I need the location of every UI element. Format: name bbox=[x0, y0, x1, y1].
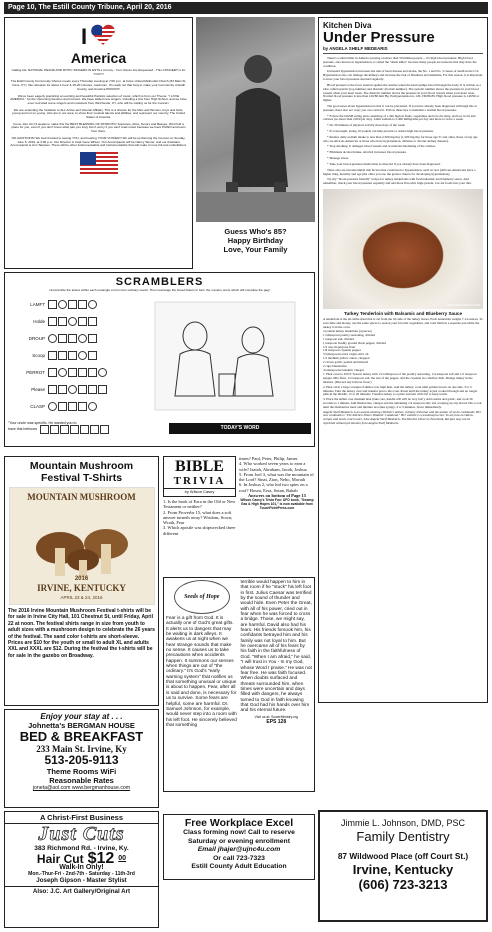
america-p4: Come Join Us! (3 weeks to make this the BEST BLESSING OF PATRIOTIC Sopranos, Altos, Tenors and Basses. We'll find a place for you, even if you don't know what part you sing. Don't worry if you can't read music because we have PIANO and learn from there. bbox=[11, 121, 186, 134]
scram-word: Please bbox=[31, 386, 45, 392]
scramblers-title: SCRAMBLERS bbox=[115, 276, 204, 288]
bnb-phone: 513-205-9113 bbox=[44, 753, 119, 767]
ingredient: 1 tablespoon poultry seasoning, divided bbox=[323, 333, 375, 338]
ingredient: 2 cups blueberries bbox=[323, 363, 347, 368]
bible-promo: Wilson Casey's Trivia Fun: UFO book, "Swamp Gas & High Hopes 101," is now available from TouchPointPress.com bbox=[240, 498, 314, 511]
us-flag-icon bbox=[10, 152, 187, 181]
bible-q4: 4. Who worked seven years to earn a wife? Isaiah, Abraham, Jacob, Joshua bbox=[239, 461, 307, 472]
ingredient: 2 cloves garlic, peeled and minced bbox=[323, 359, 369, 364]
justcuts-cents: 00 bbox=[118, 855, 127, 862]
america-heading bbox=[10, 22, 187, 52]
scram-row-1 bbox=[8, 296, 135, 313]
recipe-step: 1. Heat oven to 450 F. Season turkey with 1/2 tablespoon of the poultry seasoning, 1/4 teaspoon salt and 1/2 teaspoon pepper. Mix flour, 1/2 teaspoon salt, the rest of the pepper, and the cayenne in a shallow dish. Dredge turkey in the mixture. (Discard any leftover flour.) bbox=[323, 372, 477, 384]
scram-word: Holde bbox=[33, 318, 45, 324]
scram-row-2 bbox=[8, 313, 135, 330]
excel-l5: Estill County Adult Education bbox=[191, 863, 287, 870]
guess-line1: Guess Who's 85? bbox=[224, 227, 287, 236]
america-heading-i: I bbox=[80, 24, 88, 49]
kitchen-p: Try my "blood-pressure friendly" recipe for turkey tenderloins with fresh balsamic and blueberry sauce. And remember, check your blood pressure regularly and add more flavorful, high-protein, low-fat foods into your diet. bbox=[323, 177, 472, 186]
ingredient: 2 pounds turkey tenderloin (4 pieces) bbox=[323, 329, 372, 334]
bnb-web[interactable]: joneta@aol.com www.bergmanhouse.com bbox=[32, 785, 131, 791]
justcuts-hours: Mon.-Thur-Fri - 2nd-7th - Saturday - 11th-3rd bbox=[28, 871, 135, 877]
scramblers-cartoon bbox=[135, 296, 311, 419]
bnb-enjoy: Enjoy your stay at . . . bbox=[40, 712, 123, 721]
dentist-name: Jimmie L. Johnson, DMD, PSC bbox=[340, 818, 466, 828]
kitchen-p: * Manage stress. bbox=[327, 156, 349, 161]
bnb-ad bbox=[4, 709, 159, 808]
justcuts-logo: Just Cuts bbox=[38, 823, 125, 845]
ingredient: 1/2 cup all-purpose flour bbox=[323, 344, 356, 349]
bible-q2: 2. From Proverbs 15, what does a soft answer turneth away? Wisdom, Scorn, Wrath, Fear bbox=[163, 509, 233, 526]
kitchen-title: Under Pressure bbox=[323, 29, 435, 46]
dentist-phone: (606) 723-3213 bbox=[358, 877, 448, 892]
justcuts-also: Also: J.C. Art Gallery/Original Art bbox=[5, 886, 158, 895]
bible-q1: 1. Is the book of Ezra in the Old or New Testament or neither? bbox=[163, 499, 236, 510]
bible-q3: 3. Which apostle was shipwrecked three different bbox=[163, 525, 236, 536]
turkey-photo bbox=[323, 189, 483, 309]
dentist-city: Irvine, Kentucky bbox=[352, 862, 454, 877]
bible-q3b: times? Paul, Peter, Philip, James bbox=[239, 456, 298, 461]
kitchen-label: Kitchen Diva bbox=[323, 21, 372, 30]
heart-flag-icon bbox=[90, 24, 116, 51]
bible-q5: 5. From Joel 3, what was the mountain of the Lord? Sinai, Zion, Nebo, Moriah bbox=[239, 471, 314, 483]
mushroom-body: The 2016 Irvine Mountain Mushroom Festival t-shirts will be for sale in Irvine City Hall, 101 Chestnut St, until Friday, April 22 at noon. The festival shirts range in size from youth to adult sizes with a mushroom design to celebrate the 26 years of the festival. The sand color t-shirts are short-sleeve. Prices are $10 for the youth or small to adult XL and adults XXL and XXXL are $12. During the festival the t-shirts will be for sale in the gazebo on Broadway. bbox=[8, 608, 155, 659]
excel-l3: Email jhajer@ujnc4u.com bbox=[197, 846, 281, 853]
america-heading-word: America bbox=[70, 50, 127, 66]
excel-l2: Saturday or evening enrollment bbox=[188, 837, 290, 845]
seeds-col1: Fear is a gift from God. It is actually one of God's great gifts. It alerts us to dangers that may be waiting in dark alleys. It awakens us at night when we hear strange sounds that make no sense. It causes us to take precautions when accidents happen. It summons our senses when things are out of "the ordinary." It's God's "early warning system" that notifies us that something unusual or unique is about to happen. Fear, after all is said and done, is necessary for us to survive. Some fears are helpful, some are harmful. Dr. Samuel Johnson, for example, would never step into a room with his left foot. He sincerely believed that something bbox=[166, 616, 237, 728]
excel-l1: Class forming now! Call to reserve bbox=[183, 829, 295, 836]
dentist-ad bbox=[318, 810, 488, 922]
scramblers-puzzle bbox=[4, 272, 315, 447]
excel-l4: Or call 723-7323 bbox=[213, 854, 265, 862]
guess-who-photo bbox=[196, 17, 315, 222]
recipe-title: Turkey Tenderloin with Balsamic and Blueberry Sauce bbox=[343, 310, 463, 316]
kitchen-p: * Stop smoking. It damages blood vessels and accelerates hardening of the arteries. bbox=[327, 144, 436, 149]
justcuts-owner: Joseph Gipson - Master Stylist bbox=[36, 877, 127, 884]
answer-boxes bbox=[40, 425, 109, 434]
scramblers-caption2: have this heirloom bbox=[8, 427, 38, 432]
bible-logo bbox=[163, 456, 236, 497]
scram-row-5 bbox=[8, 364, 135, 381]
justcuts-header: A Christ-First Business bbox=[5, 812, 158, 824]
kitchen-p: Untreated hypertension increases the risk of heart disease and stroke, the No. 1 and No. 3 causes of death in the U.S. Hypertension also can damage the kidneys and increase the risk of blindness and dementia. For this reason, it is important to have your blood pressure checked regularly. bbox=[323, 69, 483, 82]
ingredient: 1/8 teaspoon cayenne pepper bbox=[323, 348, 361, 353]
bnb-l2: Reasonable Rates bbox=[49, 776, 114, 785]
mushroom-title1: Mountain Mushroom bbox=[29, 460, 134, 472]
seeds-title: Seeds of Hope bbox=[184, 594, 220, 600]
justcuts-walkin: Walk-In Only! bbox=[59, 864, 104, 871]
kitchen-p: There's a silent killer in America preying on more than 50 million people -- it's high blood pressure. High blood pressure, also known as hypertension, is called the "silent killer" because many people are unaware that they have the condition. bbox=[323, 56, 477, 68]
scram-row-6 bbox=[8, 381, 135, 398]
kitchen-body bbox=[323, 57, 483, 186]
kitchen-p: * Do 30 minutes of physical activity most days of the week. bbox=[327, 123, 406, 128]
seeds-credit: Visit us at: SowerMinistry.org bbox=[254, 714, 298, 719]
guess-line3: Love, Your Family bbox=[223, 245, 288, 254]
seeds-eps: EPS 128 bbox=[266, 718, 287, 725]
recipe-step: 3. Place the skillet over medium heat (take care, handle will still be very hot!). Add onions and garlic, and cook 30 seconds to 1 minute. Add blueberries, vinegar and the remaining 1/4 teaspoon salt; stir, scraping up any brown bits. Cook until the blueberries burst and mixture becomes syrupy, 4 to 5 minutes. Serve immediately. bbox=[323, 397, 482, 409]
kitchen-p: * Take your blood-pressure medication as directed if you already have been diagnosed. bbox=[327, 161, 441, 166]
kitchen-p: * Reduce daily sodium intake to less than 2,300 mg/day (1,500 mg/day for those age 51 and older, those of any age who are African-American or those who have hypertension, diabetes or chronic kidney disease). bbox=[323, 134, 478, 143]
seeds-of-hope bbox=[163, 577, 315, 792]
scramblers-caption1: "Your uncle was specific. He wanted you to bbox=[8, 420, 77, 425]
shirt-top-text: MOUNTAIN MUSHROOM bbox=[27, 492, 136, 502]
bible-by: by Wilson Casey bbox=[164, 488, 235, 494]
seeds-col2: terrible would happen to him in that room if he "stuck" his left foot in first. Julius Caesar was terrified by the sound of thunder and would hide. Even Peter the Great, with all of his power, cried out in fear when he was forced to cross a bridge. Those, we might say, are harmful. David also had his fears. His friends forsook him, his confidants betrayed him and his family was not loyal to him. But he overcame all of his fears by his faith in the faithfulness of God. "When I am afraid," he said, "I will trust in You - In my God, whose Word I praise." He was not fear free. He was faith focused. When doubts surfaced and threats surrounded him, when times were uncertain and days filled with dangers, he always turned to God in faith knowing that God had his hands over him and his eternal future. bbox=[240, 580, 312, 714]
america-ad bbox=[4, 17, 193, 269]
america-p5: NO AUDITIONS! We look forward to seeing YOU, and hearing YOUR VOICES!!! We will be performing the Concert on Sunday, June 5, 2016, at 3:00 p.m. Our Director is Capt Gene Wilson. Our Accompanist will be Nancy Tanner, and our Assistant Accompanist is Ann Tautious. There will be other instrumentalists and instrumentalists that will make it more full and embellished. bbox=[10, 135, 187, 148]
photo-credit: Depositphotos.com bbox=[445, 301, 480, 307]
kitchen-p: Blood pressure is the force exerted against the arteries when the heart pumps blood through the body. It is written as a ratio called systolic (top number) and diastolic (bottom number). The systolic number shows the pressure in your blood vessels when your heart beats. The diastolic number shows the pressure in your blood vessels when your heart rests. Normal blood pressure is less than 120/80 mm Hg. Prehypertension is 120-139/80-89. High blood pressure is 140/90 or higher. bbox=[323, 82, 481, 103]
scram-word: DROUP bbox=[28, 335, 45, 341]
bible-logo1: BIBLE bbox=[175, 458, 224, 475]
bnb-l1: Theme Rooms WiFi bbox=[46, 767, 117, 776]
ingredient: 1/2 medium yellow onion, chopped bbox=[323, 356, 370, 361]
mushroom-title2: Festival T-Shirts bbox=[40, 472, 123, 484]
kitchen-p: * If overweight, losing 10 pounds can help prevent or reduce high blood pressure. bbox=[327, 129, 434, 133]
mushroom-ad bbox=[4, 456, 159, 706]
todays-word-bar: TODAY'S WORD bbox=[169, 423, 311, 434]
page-header: Page 10, The Estill County Tribune, April 20, 2016 bbox=[4, 2, 488, 14]
ingredient: 1 teaspoon salt, divided bbox=[323, 337, 354, 341]
kitchen-p: The good news about hypertension is that it can be prevented. If you have already been diagnosed with high blood pressure, there also are ways you can control it. Follow these tips to maintain a normal blood pressure: bbox=[323, 103, 477, 112]
bible-answers: Answers on bottom of Page 15 bbox=[247, 493, 307, 499]
america-p1: The Estill County Community Chorus meets every Thursday evening at 7:00 p.m. at Irvine United Methodist Church (84 Main St, Irvine, KY). We rehearse for about 1 hour & 15-20 minutes, maximum. It's really not that long to make your Community of Estill County, and America PROUD!!! bbox=[10, 79, 187, 91]
dentist-address: 87 Wildwood Place (off Court St.) bbox=[337, 851, 469, 861]
bible-q6: 6. In Joshua 2, who hid two spies on a roof? Hosea, Ezra, Sotan, Rahab bbox=[239, 482, 308, 493]
recipe-step: 2. Heat oil in a large ovenproof skillet over high heat. Add the turkey; cook until golden brown on one side, 3 to 5 minutes. Turn the turkey over and transfer pan to the oven. Roast until the turkey is just cooked through and no longer pink in the middle, 15 to 20 minutes. Transfer turkey to a plate and tent with foil to keep warm. bbox=[323, 384, 478, 397]
excel-title: Free Workplace Excel bbox=[184, 817, 294, 829]
scram-word: Scoop bbox=[32, 352, 45, 358]
bnb-big: BED & BREAKFAST bbox=[19, 729, 144, 744]
ingredient: 3 tablespoons extra virgin olive oil bbox=[323, 352, 369, 357]
scramblers-instructions: Unscramble the letters within each rectangle to form four ordinary words. Then rearrange the boxed letters to form the mystery word, which will complete the gag! bbox=[49, 288, 270, 292]
shirt-year: 2016 bbox=[74, 576, 89, 582]
ingredient: 4 tablespoons balsamic vinegar bbox=[323, 367, 364, 372]
scram-word: LAMFT bbox=[30, 301, 45, 307]
kitchen-p: * Eliminate alcohol intake. Alcohol increases blood pressure. bbox=[327, 150, 407, 155]
scram-row-7 bbox=[8, 398, 135, 415]
mushroom-shirt-art bbox=[9, 487, 155, 605]
scram-row-3 bbox=[8, 330, 135, 347]
scramblers-rows bbox=[8, 296, 135, 419]
bnb-name: Johnetta's BERGMAN HOUSE bbox=[28, 721, 135, 730]
bible-trivia bbox=[163, 456, 315, 574]
kitchen-p: There also are uncontrollable risk factors that could lead to hypertension, such as race (African-Americans have a higher risk), heredity and age (the older you are, the greater chance for developing hypertension). bbox=[323, 167, 476, 176]
justcuts-haircut: Hair Cut bbox=[36, 852, 84, 866]
shirt-date: APRIL 23 & 24, 2016 bbox=[60, 595, 103, 600]
kitchen-p: * Follow the DASH eating plan consisting of a diet high in fruits, vegetables and low-fat dairy, and low in fat and calories (no more than 2,000 per day). Limit sodium to 2,400 milligrams per day and more to twice a week. bbox=[323, 113, 476, 122]
guess-line2: Happy Birthday bbox=[227, 236, 284, 245]
recipe-intro: A tenderloin is the all-white meat that is cut from the rib side of the turkey breast. Each tenderloin weighs 7-14 ounces. To save time and money, use the same spices to season your favorite vegetables, and roast them in a separate pan while the turkey is in the oven. bbox=[323, 316, 483, 329]
scram-row-4 bbox=[8, 347, 135, 364]
america-p3: We are extending the invitation to ALL Active and Veteran Military. This is a chance for the Men and Women, boys and Girls, young and not so young, who are in our area, to show their musical talents and abilities, and represent our country, The United States of America. bbox=[12, 107, 185, 120]
america-p2: We've been eagerly practicing an exciting and beautiful Patriotic selection of music, which is from our Theme: "I LOVE AMERICA," for the Upcoming Session and Concert. We have added new singers, including a few from High School, and we have even recruited some singers and musicians from Winchester, KY, who will be visiting us for the Concert. bbox=[10, 93, 187, 105]
kitchen-diva-article bbox=[318, 17, 488, 703]
bnb-address: 233 Main St. Irvine, Ky bbox=[36, 744, 127, 754]
scram-word: CLASP bbox=[30, 403, 45, 409]
justcuts-address: 383 Richmond Rd. - Irvine, Ky. bbox=[34, 845, 129, 852]
scram-word: PERROT bbox=[26, 369, 45, 375]
ingredient: 1 teaspoon freshly ground black pepper, divided bbox=[323, 340, 386, 345]
america-intro: Calling ALL NATIONAL KNAND AND ROTIC SINGERS IN ESTILL County - Your Voices Are Requested - This CONCERT is for YOU!!!! bbox=[11, 68, 186, 76]
kitchen-footer: Angela Shelf Medearis is an award-winning children's author, culinary historian and the author of seven cookbooks. Her new cookbook is "The Kitchen Diva's Diabetic Cookbook." Her website is www.divapro.com. To see how-to videos, recipes and much, much more, Like Angela Shelf Medearis, The Kitchen Diva! on Facebook. Recipes may not be reprinted without permission from Angela Shelf Medearis. bbox=[323, 409, 482, 426]
kitchen-byline: by ANGELA SHELF MEDEARIS bbox=[323, 46, 483, 54]
shirt-place: IRVINE, KENTUCKY bbox=[37, 583, 126, 593]
justcuts-ad bbox=[4, 811, 159, 928]
excel-ad bbox=[163, 814, 315, 880]
guess-who-ad bbox=[196, 17, 315, 269]
bible-logo2: TRIVIA bbox=[173, 475, 226, 487]
seeds-logo bbox=[174, 580, 230, 614]
justcuts-price: $12 bbox=[87, 850, 115, 867]
dentist-practice: Family Dentistry bbox=[356, 829, 450, 844]
